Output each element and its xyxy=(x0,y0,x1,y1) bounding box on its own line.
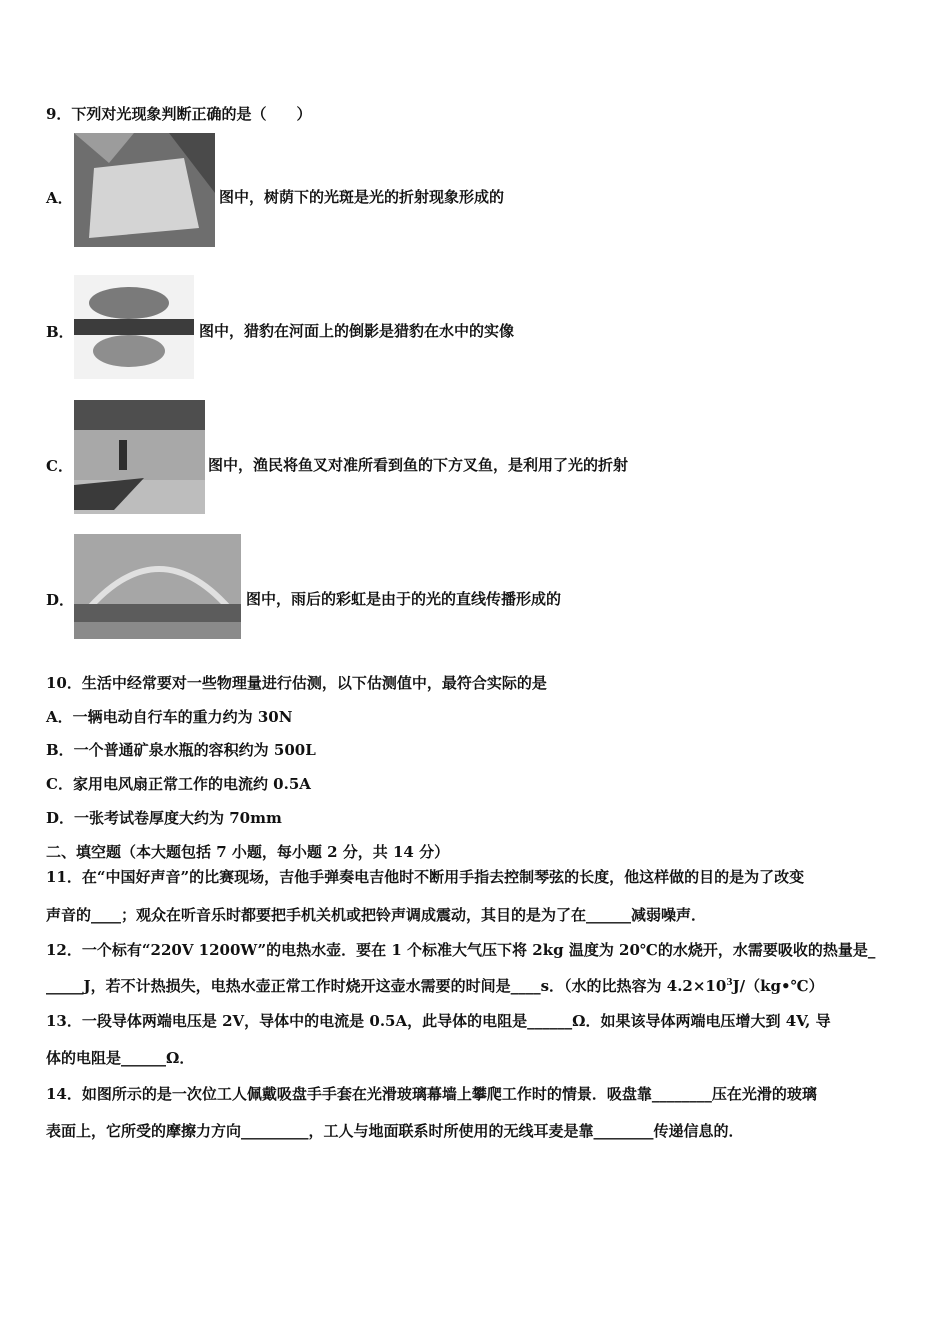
q10-option-b: B．一个普通矿泉水瓶的容积约为 500L xyxy=(46,741,316,759)
q9-option-c-text: 图中，渔民将鱼叉对准所看到鱼的下方叉鱼，是利用了光的折射 xyxy=(208,456,629,474)
q11-line1: 11．在“中国好声音”的比赛现场，吉他手弹奏电吉他时不断用手指去控制琴弦的长度，他这样做的目的是为了改变 xyxy=(46,868,805,886)
q9-option-a-image xyxy=(74,133,215,247)
q9-option-b-text: 图中，猎豹在河面上的倒影是猎豹在水中的实像 xyxy=(199,322,515,340)
q12-line2-main: _____J，若不计热损失，电热水壶正常工作时烧开这壶水需要的时间是____s．（水的比热容为 4.2×10 xyxy=(46,977,727,995)
q9-option-b-letter: B． xyxy=(46,323,74,341)
q9-option-d-text: 图中，雨后的彩虹是由于的光的直线传播形成的 xyxy=(246,590,562,608)
q14-line2: 表面上，它所受的摩擦力方向_________，工人与地面联系时所使用的无线耳麦是靠________传递信息的． xyxy=(46,1122,744,1140)
q12-line2 xyxy=(46,975,824,996)
q10-stem: 10．生活中经常要对一些物理量进行估测，以下估测值中，最符合实际的是 xyxy=(46,674,547,692)
q12-line2-unit: J/（kg•℃） xyxy=(732,977,824,995)
q13-line2: 体的电阻是______Ω． xyxy=(46,1049,195,1067)
q10-option-c: C．家用电风扇正常工作的电流约 0.5A xyxy=(46,775,311,793)
q10-option-a: A．一辆电动自行车的重力约为 30N xyxy=(46,708,293,726)
q14-line1: 14．如图所示的是一次位工人佩戴吸盘手手套在光滑玻璃幕墙上攀爬工作时的情景．吸盘靠________压在光滑的玻璃 xyxy=(46,1085,817,1103)
q13-line1: 13．一段导体两端电压是 2V，导体中的电流是 0.5A，此导体的电阻是______Ω．如果该导体两端电压增大到 4V, 导 xyxy=(46,1012,831,1030)
q9-option-d-image xyxy=(74,534,241,639)
q9-option-b-image xyxy=(74,275,194,379)
q9-option-a-text: 图中，树荫下的光斑是光的折射现象形成的 xyxy=(219,188,505,206)
q9-option-d-letter: D． xyxy=(46,591,75,609)
q9-option-a-letter: A． xyxy=(46,189,73,207)
q9-option-c-letter: C． xyxy=(46,457,73,475)
q12-line1: 12．一个标有“220V 1200W”的电热水壶．要在 1 个标准大气压下将 2kg 温度为 20℃的水烧开，水需要吸收的热量是_ xyxy=(46,941,876,959)
q10-option-d: D．一张考试卷厚度大约为 70mm xyxy=(46,809,282,827)
q12-line2-exponent: 3 xyxy=(726,978,733,988)
q9-option-c-image xyxy=(74,400,205,514)
section-heading: 二、填空题（本大题包括 7 小题，每小题 2 分，共 14 分） xyxy=(46,843,450,861)
q11-line2: 声音的____；观众在听音乐时都要把手机关机或把铃声调成震动，其目的是为了在______减弱噪声． xyxy=(46,906,707,924)
q9-stem: 9．下列对光现象判断正确的是（ ） xyxy=(46,105,312,123)
